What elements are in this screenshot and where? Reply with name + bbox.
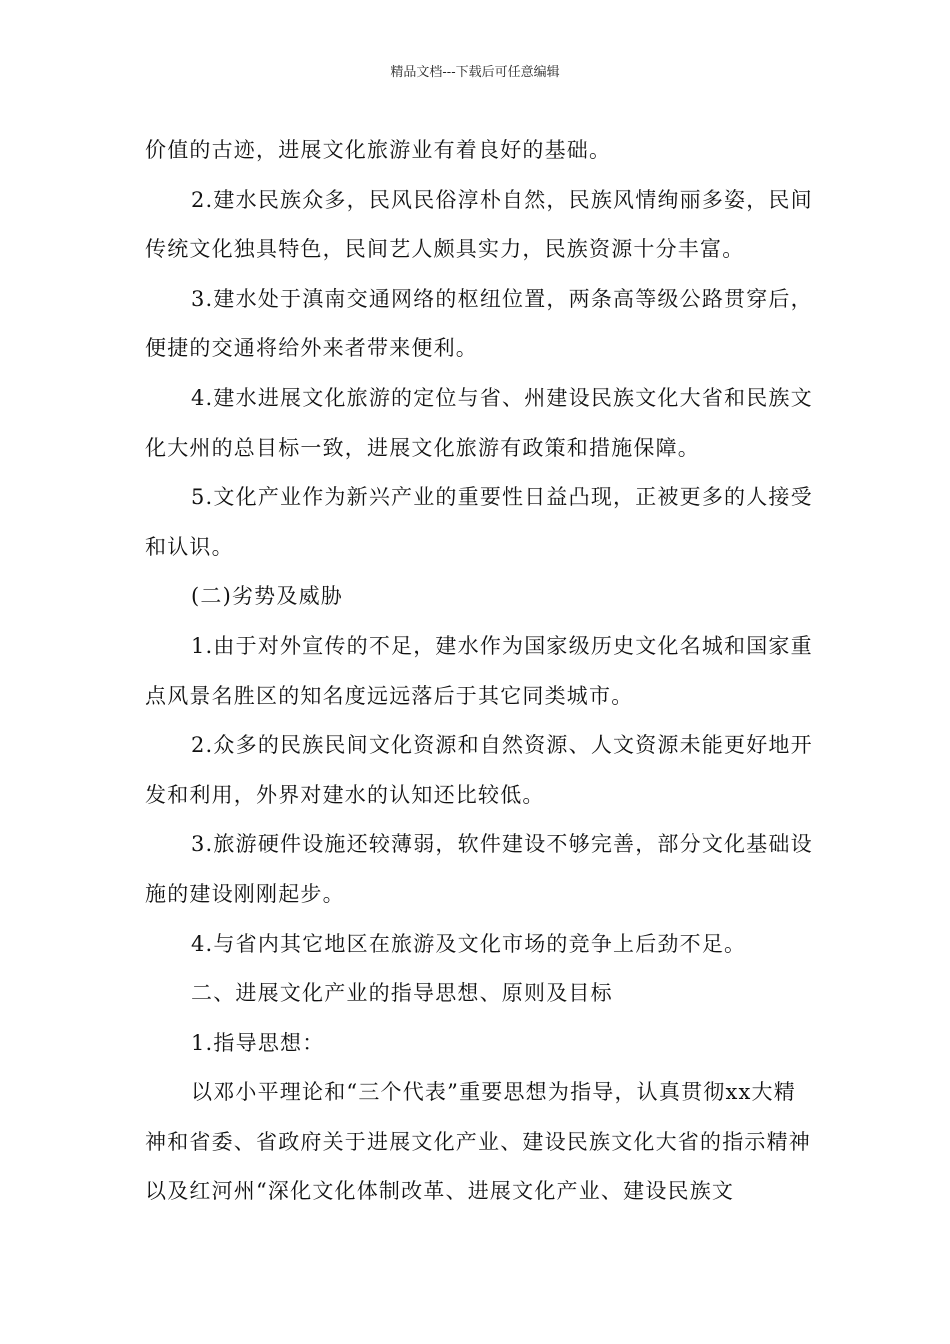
paragraph: 3.旅游硬件设施还较薄弱，软件建设不够完善，部分文化基础设施的建设刚刚起步。 xyxy=(145,832,813,906)
paragraph: 价值的古迹，进展文化旅游业有着良好的基础。 xyxy=(145,138,612,162)
section-heading: 二、进展文化产业的指导思想、原则及目标 xyxy=(191,981,613,1006)
subsection-heading: 1.指导思想： xyxy=(191,1030,325,1055)
page-header: 精品文档---下载后可任意编辑 xyxy=(390,65,560,80)
paragraph: 1.由于对外宣传的不足，建水作为国家级历史文化名城和国家重点风景名胜区的知名度远远落后于其它同类城市。 xyxy=(145,633,813,708)
paragraph: 3.建水处于滇南交通网络的枢纽位置，两条高等级公路贯穿后，便捷的交通将给外来者带来便利。 xyxy=(145,286,813,361)
paragraph: 4.与省内其它地区在旅游及文化市场的竞争上后劲不足。 xyxy=(191,931,747,956)
document-body xyxy=(145,126,813,1217)
paragraph: 2.建水民族众多，民风民俗淳朴自然，民族风情绚丽多姿，民间传统文化独具特色，民间艺人颇具实力，民族资源十分丰富。 xyxy=(145,187,813,262)
paragraph: 2.众多的民族民间文化资源和自然资源、人文资源未能更好地开发和利用，外界对建水的认知还比较低。 xyxy=(145,733,813,807)
paragraph: 5.文化产业作为新兴产业的重要性日益凸现，正被更多的人接受和认识。 xyxy=(145,485,813,559)
paragraph: 4.建水进展文化旅游的定位与省、州建设民族文化大省和民族文化大州的总目标一致，进展文化旅游有政策和措施保障。 xyxy=(145,385,813,460)
paragraph: 以邓小平理论和“三个代表”重要思想为指导，认真贯彻xx大精神和省委、省政府关于进展文化产业、建设民族文化大省的指示精神以及红河州“深化文化体制改革、进展文化产业、建设民族文 xyxy=(145,1080,811,1204)
section-heading: (二)劣势及威胁 xyxy=(191,584,343,609)
